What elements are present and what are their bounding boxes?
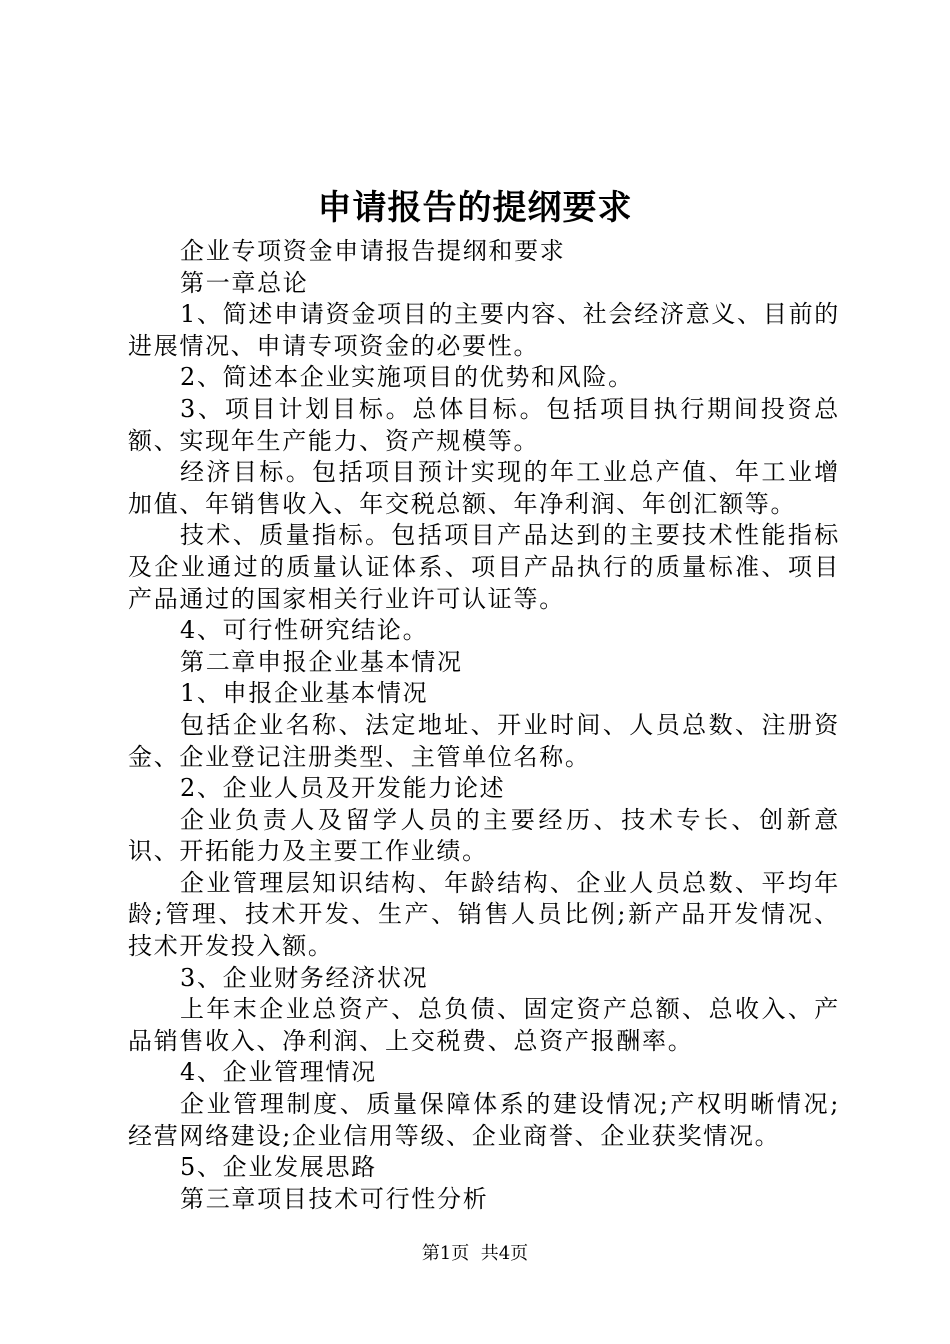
document-body	[128, 236, 840, 1215]
paragraph: 企业管理制度、质量保障体系的建设情况;产权明晰情况;经营网络建设;企业信用等级、企业商誉、企业获奖情况。	[128, 1090, 840, 1150]
paragraph: 企业负责人及留学人员的主要经历、技术专长、创新意识、开拓能力及主要工作业绩。	[128, 805, 840, 866]
paragraph: 4、可行性研究结论。	[180, 616, 429, 645]
paragraph: 上年末企业总资产、总负债、固定资产总额、总收入、产品销售收入、净利润、上交税费、总资产报酬率。	[128, 995, 840, 1055]
page-number-footer: 第1页 共4页	[421, 1243, 529, 1264]
chapter-heading: 第一章总论	[180, 268, 309, 297]
paragraph: 包括企业名称、法定地址、开业时间、人员总数、注册资金、企业登记注册类型、主管单位名称。	[128, 710, 840, 771]
section-heading: 4、企业管理情况	[180, 1058, 377, 1087]
paragraph: 1、简述申请资金项目的主要内容、社会经济意义、目前的进展情况、申请专项资金的必要性。	[128, 300, 840, 360]
section-heading: 5、企业发展思路	[180, 1153, 377, 1182]
paragraph: 经济目标。包括项目预计实现的年工业总产值、年工业增加值、年销售收入、年交税总额、年净利润、年创汇额等。	[128, 458, 840, 518]
paragraph: 企业专项资金申请报告提纲和要求	[180, 237, 566, 265]
section-heading: 3、企业财务经济状况	[180, 963, 429, 992]
section-heading: 2、企业人员及开发能力论述	[180, 774, 506, 803]
chapter-heading: 第二章申报企业基本情况	[180, 647, 463, 676]
chapter-heading: 第三章项目技术可行性分析	[180, 1184, 489, 1213]
paragraph: 技术、质量指标。包括项目产品达到的主要技术性能指标及企业通过的质量认证体系、项目产品执行的质量标准、项目产品通过的国家相关行业许可认证等。	[128, 521, 840, 613]
paragraph: 2、简述本企业实施项目的优势和风险。	[180, 363, 634, 392]
paragraph: 企业管理层知识结构、年龄结构、企业人员总数、平均年龄;管理、技术开发、生产、销售人员比例;新产品开发情况、技术开发投入额。	[128, 868, 840, 961]
document-title: 申请报告的提纲要求	[317, 188, 633, 228]
paragraph: 3、项目计划目标。总体目标。包括项目执行期间投资总额、实现年生产能力、资产规模等。	[128, 394, 840, 455]
section-heading: 1、申报企业基本情况	[180, 679, 429, 708]
